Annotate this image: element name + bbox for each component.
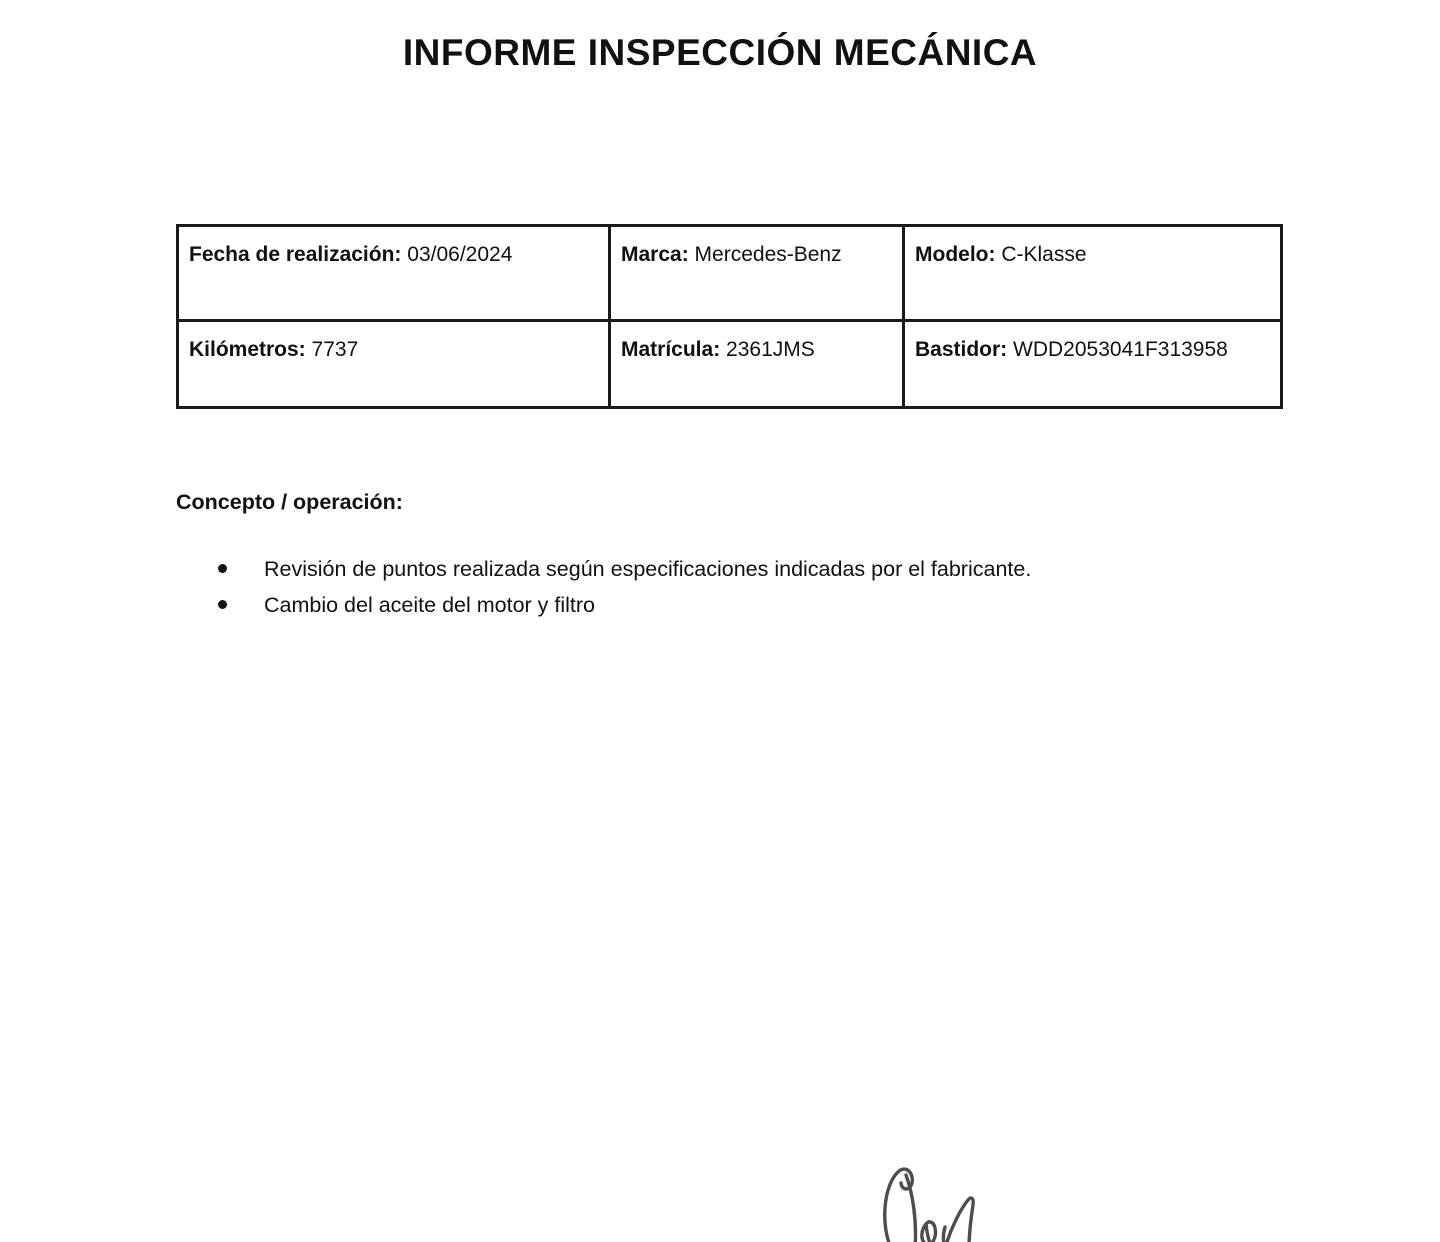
cell-value: Mercedes-Benz [694, 243, 842, 266]
section-heading-concepto: Concepto / operación: [176, 490, 403, 514]
table-row [178, 226, 1282, 321]
vehicle-info-table [176, 224, 1283, 409]
bullet-icon [218, 600, 227, 609]
cell-value: WDD2053041F313958 [1013, 338, 1228, 361]
page-title: INFORME INSPECCIÓN MECÁNICA [402, 32, 1038, 73]
cell-label: Kilómetros: [189, 338, 306, 361]
cell-label: Modelo: [915, 243, 996, 266]
cell-label: Matrícula: [621, 338, 721, 361]
cell-value: C-Klasse [1001, 243, 1087, 266]
cell-value: 7737 [311, 338, 359, 361]
cell-value: 2361JMS [726, 338, 815, 361]
bullet-icon [218, 564, 227, 573]
cell-modelo [904, 226, 1282, 321]
cell-value: 03/06/2024 [407, 243, 513, 266]
cell-label: Marca: [621, 243, 689, 266]
cell-bastidor [904, 321, 1282, 408]
list-item [176, 551, 1276, 587]
cell-kilometros [178, 321, 610, 408]
list-item-text: Revisión de puntos realizada según especificaciones indicadas por el fabricante. [264, 557, 1032, 581]
table-row [178, 321, 1282, 408]
cell-label: Bastidor: [915, 338, 1008, 361]
cell-matricula [610, 321, 904, 408]
cell-fecha-realizacion [178, 226, 610, 321]
cell-label: Fecha de realización: [189, 243, 402, 266]
list-item-text: Cambio del aceite del motor y filtro [264, 593, 596, 617]
cell-marca [610, 226, 904, 321]
handwritten-signature-icon [874, 1164, 984, 1242]
list-item [176, 587, 1276, 623]
operations-bullet-list [176, 551, 1276, 623]
